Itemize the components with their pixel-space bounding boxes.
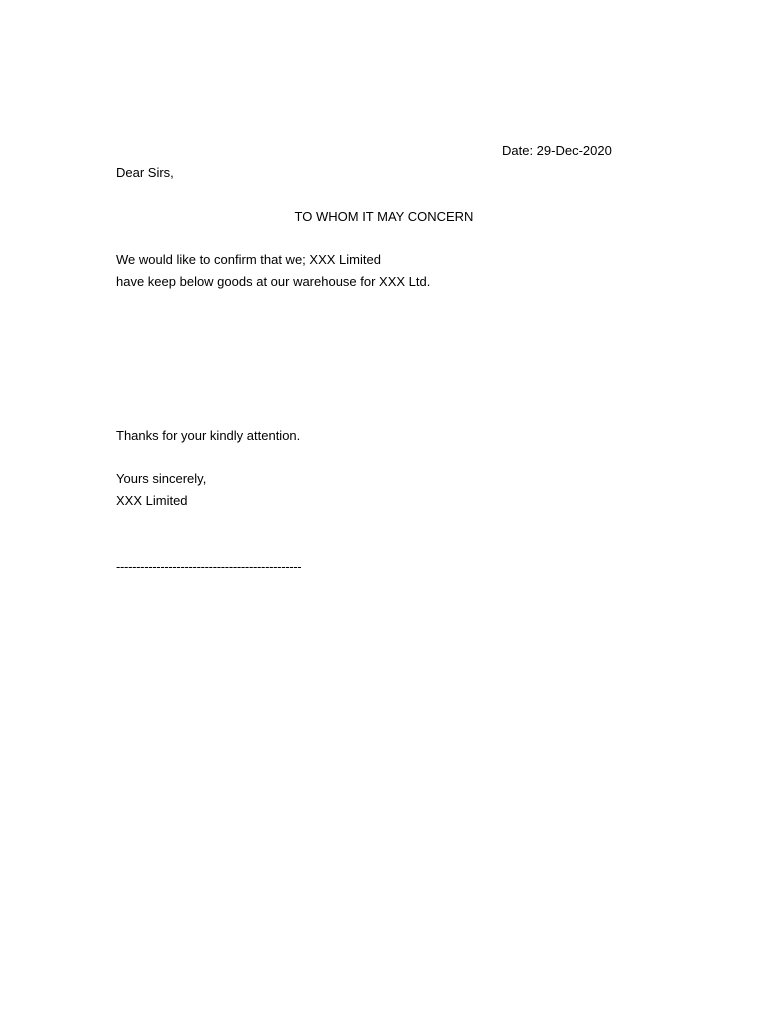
body-line: We would like to confirm that we; XXX Limited (116, 252, 381, 267)
thanks-line: Thanks for your kindly attention. (116, 428, 301, 443)
letter-date: Date: 29-Dec-2020 (502, 143, 612, 158)
salutation: Dear Sirs, (116, 165, 174, 180)
signature-line: ---------------------------------------------- (116, 559, 302, 574)
closing-line: Yours sincerely, (116, 471, 207, 486)
sender-name: XXX Limited (116, 493, 188, 508)
body-line: have keep below goods at our warehouse for XXX Ltd. (116, 274, 431, 289)
letter-subject: TO WHOM IT MAY CONCERN (294, 209, 474, 224)
